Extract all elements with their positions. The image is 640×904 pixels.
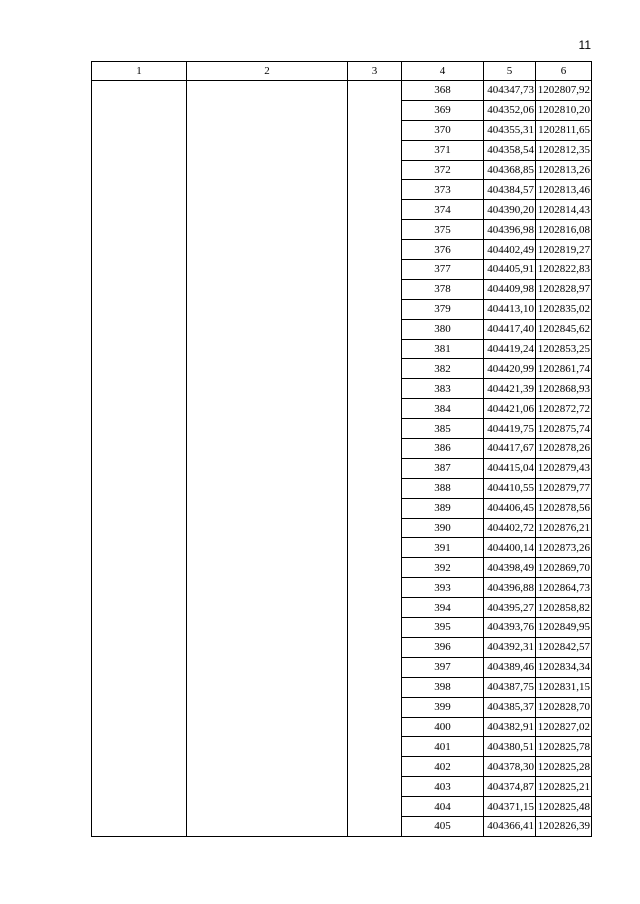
- point-number-cell: 385: [402, 419, 484, 439]
- y-coordinate-cell: 1202835,02: [536, 299, 592, 319]
- y-coordinate-cell: 1202853,25: [536, 339, 592, 359]
- point-number-cell: 392: [402, 558, 484, 578]
- x-coordinate-cell: 404392,31: [484, 637, 536, 657]
- x-coordinate-cell: 404421,39: [484, 379, 536, 399]
- x-coordinate-cell: 404410,55: [484, 478, 536, 498]
- point-number-cell: 398: [402, 677, 484, 697]
- x-coordinate-cell: 404409,98: [484, 279, 536, 299]
- coordinates-table: [91, 61, 592, 837]
- y-coordinate-cell: 1202822,83: [536, 260, 592, 280]
- point-number-cell: 372: [402, 160, 484, 180]
- y-coordinate-cell: 1202828,70: [536, 697, 592, 717]
- y-coordinate-cell: 1202861,74: [536, 359, 592, 379]
- column-header-2: 2: [187, 62, 348, 81]
- x-coordinate-cell: 404402,72: [484, 518, 536, 538]
- column-header-3: 3: [348, 62, 402, 81]
- x-coordinate-cell: 404396,88: [484, 578, 536, 598]
- y-coordinate-cell: 1202869,70: [536, 558, 592, 578]
- x-coordinate-cell: 404352,06: [484, 100, 536, 120]
- column-header-1: 1: [92, 62, 187, 81]
- x-coordinate-cell: 404405,91: [484, 260, 536, 280]
- y-coordinate-cell: 1202825,48: [536, 797, 592, 817]
- y-coordinate-cell: 1202858,82: [536, 598, 592, 618]
- point-number-cell: 405: [402, 816, 484, 836]
- y-coordinate-cell: 1202845,62: [536, 319, 592, 339]
- merged-column-2-cell: [187, 81, 348, 837]
- point-number-cell: 368: [402, 81, 484, 101]
- point-number-cell: 400: [402, 717, 484, 737]
- y-coordinate-cell: 1202819,27: [536, 240, 592, 260]
- y-coordinate-cell: 1202876,21: [536, 518, 592, 538]
- x-coordinate-cell: 404421,06: [484, 399, 536, 419]
- x-coordinate-cell: 404374,87: [484, 777, 536, 797]
- table-row: [92, 81, 592, 101]
- column-header-6: 6: [536, 62, 592, 81]
- y-coordinate-cell: 1202814,43: [536, 200, 592, 220]
- y-coordinate-cell: 1202842,57: [536, 637, 592, 657]
- x-coordinate-cell: 404419,24: [484, 339, 536, 359]
- x-coordinate-cell: 404398,49: [484, 558, 536, 578]
- y-coordinate-cell: 1202811,65: [536, 120, 592, 140]
- point-number-cell: 401: [402, 737, 484, 757]
- y-coordinate-cell: 1202812,35: [536, 140, 592, 160]
- point-number-cell: 383: [402, 379, 484, 399]
- point-number-cell: 375: [402, 220, 484, 240]
- y-coordinate-cell: 1202827,02: [536, 717, 592, 737]
- point-number-cell: 382: [402, 359, 484, 379]
- point-number-cell: 396: [402, 637, 484, 657]
- y-coordinate-cell: 1202825,21: [536, 777, 592, 797]
- point-number-cell: 399: [402, 697, 484, 717]
- point-number-cell: 370: [402, 120, 484, 140]
- point-number-cell: 393: [402, 578, 484, 598]
- point-number-cell: 404: [402, 797, 484, 817]
- y-coordinate-cell: 1202864,73: [536, 578, 592, 598]
- y-coordinate-cell: 1202878,26: [536, 439, 592, 459]
- x-coordinate-cell: 404347,73: [484, 81, 536, 101]
- x-coordinate-cell: 404389,46: [484, 657, 536, 677]
- x-coordinate-cell: 404420,99: [484, 359, 536, 379]
- table-body: [92, 81, 592, 837]
- x-coordinate-cell: 404380,51: [484, 737, 536, 757]
- point-number-cell: 390: [402, 518, 484, 538]
- y-coordinate-cell: 1202828,97: [536, 279, 592, 299]
- y-coordinate-cell: 1202875,74: [536, 419, 592, 439]
- y-coordinate-cell: 1202825,28: [536, 757, 592, 777]
- point-number-cell: 388: [402, 478, 484, 498]
- point-number-cell: 378: [402, 279, 484, 299]
- x-coordinate-cell: 404395,27: [484, 598, 536, 618]
- x-coordinate-cell: 404415,04: [484, 458, 536, 478]
- x-coordinate-cell: 404371,15: [484, 797, 536, 817]
- point-number-cell: 381: [402, 339, 484, 359]
- x-coordinate-cell: 404385,37: [484, 697, 536, 717]
- point-number-cell: 377: [402, 260, 484, 280]
- x-coordinate-cell: 404413,10: [484, 299, 536, 319]
- x-coordinate-cell: 404368,85: [484, 160, 536, 180]
- x-coordinate-cell: 404387,75: [484, 677, 536, 697]
- x-coordinate-cell: 404393,76: [484, 618, 536, 638]
- x-coordinate-cell: 404384,57: [484, 180, 536, 200]
- merged-column-3-cell: [348, 81, 402, 837]
- point-number-cell: 371: [402, 140, 484, 160]
- y-coordinate-cell: 1202825,78: [536, 737, 592, 757]
- y-coordinate-cell: 1202813,46: [536, 180, 592, 200]
- point-number-cell: 380: [402, 319, 484, 339]
- y-coordinate-cell: 1202872,72: [536, 399, 592, 419]
- column-header-5: 5: [484, 62, 536, 81]
- y-coordinate-cell: 1202873,26: [536, 538, 592, 558]
- x-coordinate-cell: 404396,98: [484, 220, 536, 240]
- point-number-cell: 369: [402, 100, 484, 120]
- point-number-cell: 394: [402, 598, 484, 618]
- y-coordinate-cell: 1202831,15: [536, 677, 592, 697]
- y-coordinate-cell: 1202834,34: [536, 657, 592, 677]
- point-number-cell: 386: [402, 439, 484, 459]
- point-number-cell: 373: [402, 180, 484, 200]
- x-coordinate-cell: 404419,75: [484, 419, 536, 439]
- point-number-cell: 402: [402, 757, 484, 777]
- x-coordinate-cell: 404406,45: [484, 498, 536, 518]
- point-number-cell: 391: [402, 538, 484, 558]
- merged-column-1-cell: [92, 81, 187, 837]
- point-number-cell: 384: [402, 399, 484, 419]
- point-number-cell: 387: [402, 458, 484, 478]
- point-number-cell: 397: [402, 657, 484, 677]
- point-number-cell: 403: [402, 777, 484, 797]
- point-number-cell: 374: [402, 200, 484, 220]
- y-coordinate-cell: 1202810,20: [536, 100, 592, 120]
- y-coordinate-cell: 1202868,93: [536, 379, 592, 399]
- x-coordinate-cell: 404400,14: [484, 538, 536, 558]
- x-coordinate-cell: 404402,49: [484, 240, 536, 260]
- y-coordinate-cell: 1202816,08: [536, 220, 592, 240]
- table-header-row: [92, 62, 592, 81]
- page-number: 11: [578, 38, 591, 52]
- y-coordinate-cell: 1202879,77: [536, 478, 592, 498]
- x-coordinate-cell: 404417,40: [484, 319, 536, 339]
- point-number-cell: 389: [402, 498, 484, 518]
- point-number-cell: 395: [402, 618, 484, 638]
- x-coordinate-cell: 404358,54: [484, 140, 536, 160]
- y-coordinate-cell: 1202826,39: [536, 816, 592, 836]
- point-number-cell: 379: [402, 299, 484, 319]
- y-coordinate-cell: 1202807,92: [536, 81, 592, 101]
- y-coordinate-cell: 1202878,56: [536, 498, 592, 518]
- y-coordinate-cell: 1202849,95: [536, 618, 592, 638]
- x-coordinate-cell: 404382,91: [484, 717, 536, 737]
- point-number-cell: 376: [402, 240, 484, 260]
- y-coordinate-cell: 1202879,43: [536, 458, 592, 478]
- x-coordinate-cell: 404390,20: [484, 200, 536, 220]
- y-coordinate-cell: 1202813,26: [536, 160, 592, 180]
- x-coordinate-cell: 404417,67: [484, 439, 536, 459]
- x-coordinate-cell: 404355,31: [484, 120, 536, 140]
- column-header-4: 4: [402, 62, 484, 81]
- x-coordinate-cell: 404366,41: [484, 816, 536, 836]
- x-coordinate-cell: 404378,30: [484, 757, 536, 777]
